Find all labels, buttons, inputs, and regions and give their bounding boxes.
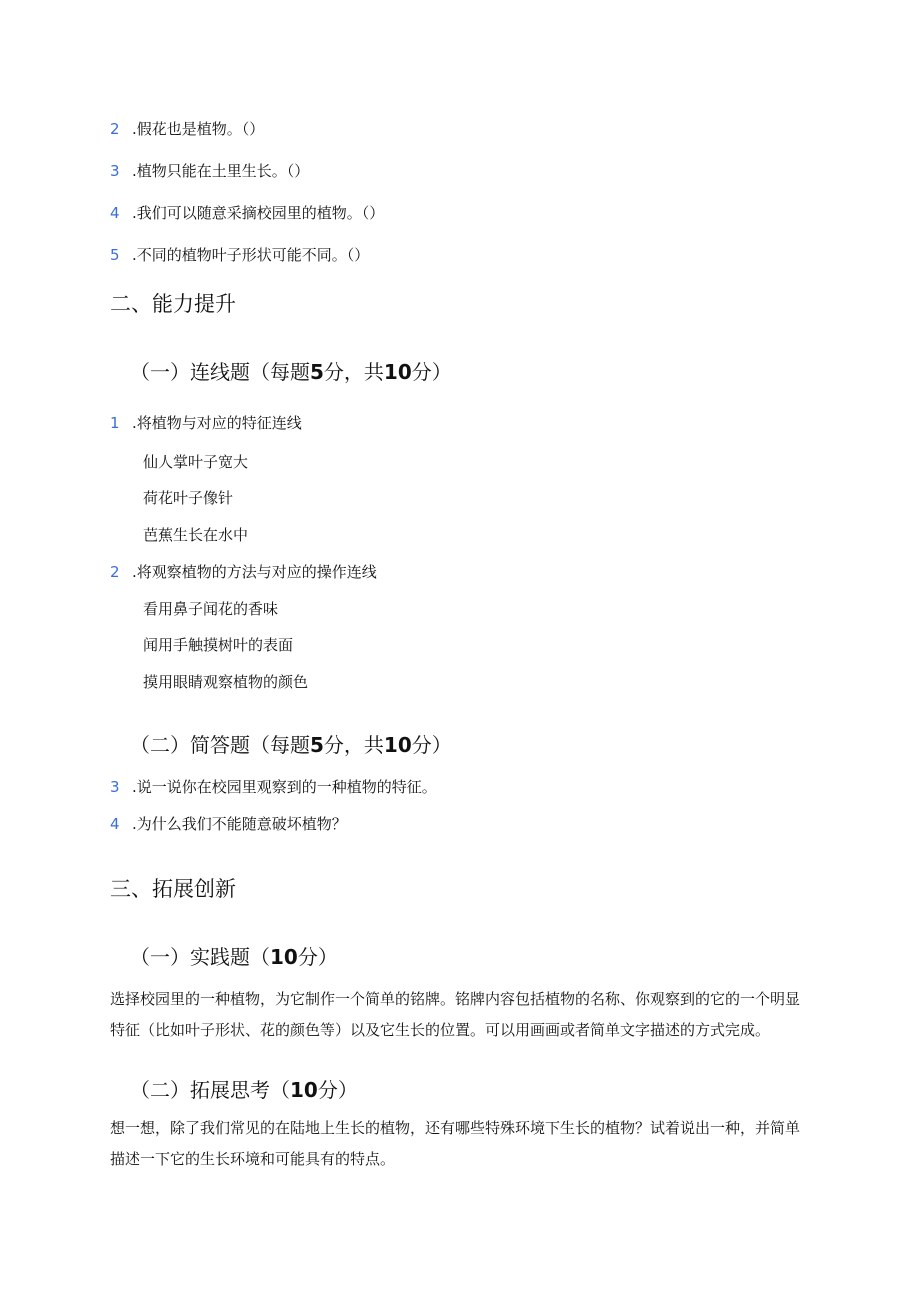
matching-option: 芭蕉生长在水中	[143, 526, 249, 544]
item-text: .植物只能在土里生长。（）	[132, 162, 310, 180]
section-2-title: 二、能力提升	[110, 292, 236, 316]
item-number: 4	[110, 204, 120, 222]
judge-item-5	[110, 244, 369, 265]
matching-option: 看用鼻子闻花的香味	[143, 600, 279, 618]
section-2-part-2-title: （二）简答题（每题5分，共10分）	[130, 733, 452, 757]
matching-option: 仙人掌叶子宽大	[143, 453, 249, 471]
item-text: .为什么我们不能随意破坏植物？	[132, 815, 347, 833]
judge-item-2	[110, 118, 264, 139]
matching-question-2	[110, 561, 377, 582]
item-text: .将观察植物的方法与对应的操作连线	[132, 563, 377, 581]
item-text: .我们可以随意采摘校园里的植物。（）	[132, 204, 385, 222]
short-answer-question-4	[110, 813, 347, 834]
section-2-part-1-title: （一）连线题（每题5分，共10分）	[130, 360, 452, 384]
matching-question-1	[110, 412, 302, 433]
extended-thinking-text: 想一想，除了我们常见的在陆地上生长的植物，还有哪些特殊环境下生长的植物？试着说出一种，并简单描述一下它的生长环境和可能具有的特点。	[110, 1119, 801, 1168]
section-3-title: 三、拓展创新	[110, 877, 236, 901]
item-text: .将植物与对应的特征连线	[132, 414, 302, 432]
practice-task-text: 选择校园里的一种植物，为它制作一个简单的铭牌。铭牌内容包括植物的名称、你观察到的它的一个明显特征（比如叶子形状、花的颜色等）以及它生长的位置。可以用画画或者简单文字描述的方式完成。	[110, 990, 801, 1039]
matching-option: 闻用手触摸树叶的表面	[143, 636, 294, 654]
section-3-part-2-title: （二）拓展思考（10分）	[130, 1078, 358, 1102]
item-number: 4	[110, 815, 120, 833]
item-number: 1	[110, 414, 120, 432]
judge-item-3	[110, 160, 309, 181]
item-number: 3	[110, 778, 120, 796]
judge-item-4	[110, 202, 384, 223]
item-text: .说一说你在校园里观察到的一种植物的特征。	[132, 778, 437, 796]
item-number: 2	[110, 563, 120, 581]
short-answer-question-3	[110, 776, 437, 797]
item-number: 2	[110, 120, 120, 138]
item-text: .假花也是植物。（）	[132, 120, 265, 138]
matching-option: 摸用眼睛观察植物的颜色	[143, 673, 309, 691]
section-3-part-1-title: （一）实践题（10分）	[130, 945, 338, 969]
item-text: .不同的植物叶子形状可能不同。（）	[132, 246, 370, 264]
item-number: 5	[110, 246, 120, 264]
item-number: 3	[110, 162, 120, 180]
matching-option: 荷花叶子像针	[143, 489, 234, 507]
